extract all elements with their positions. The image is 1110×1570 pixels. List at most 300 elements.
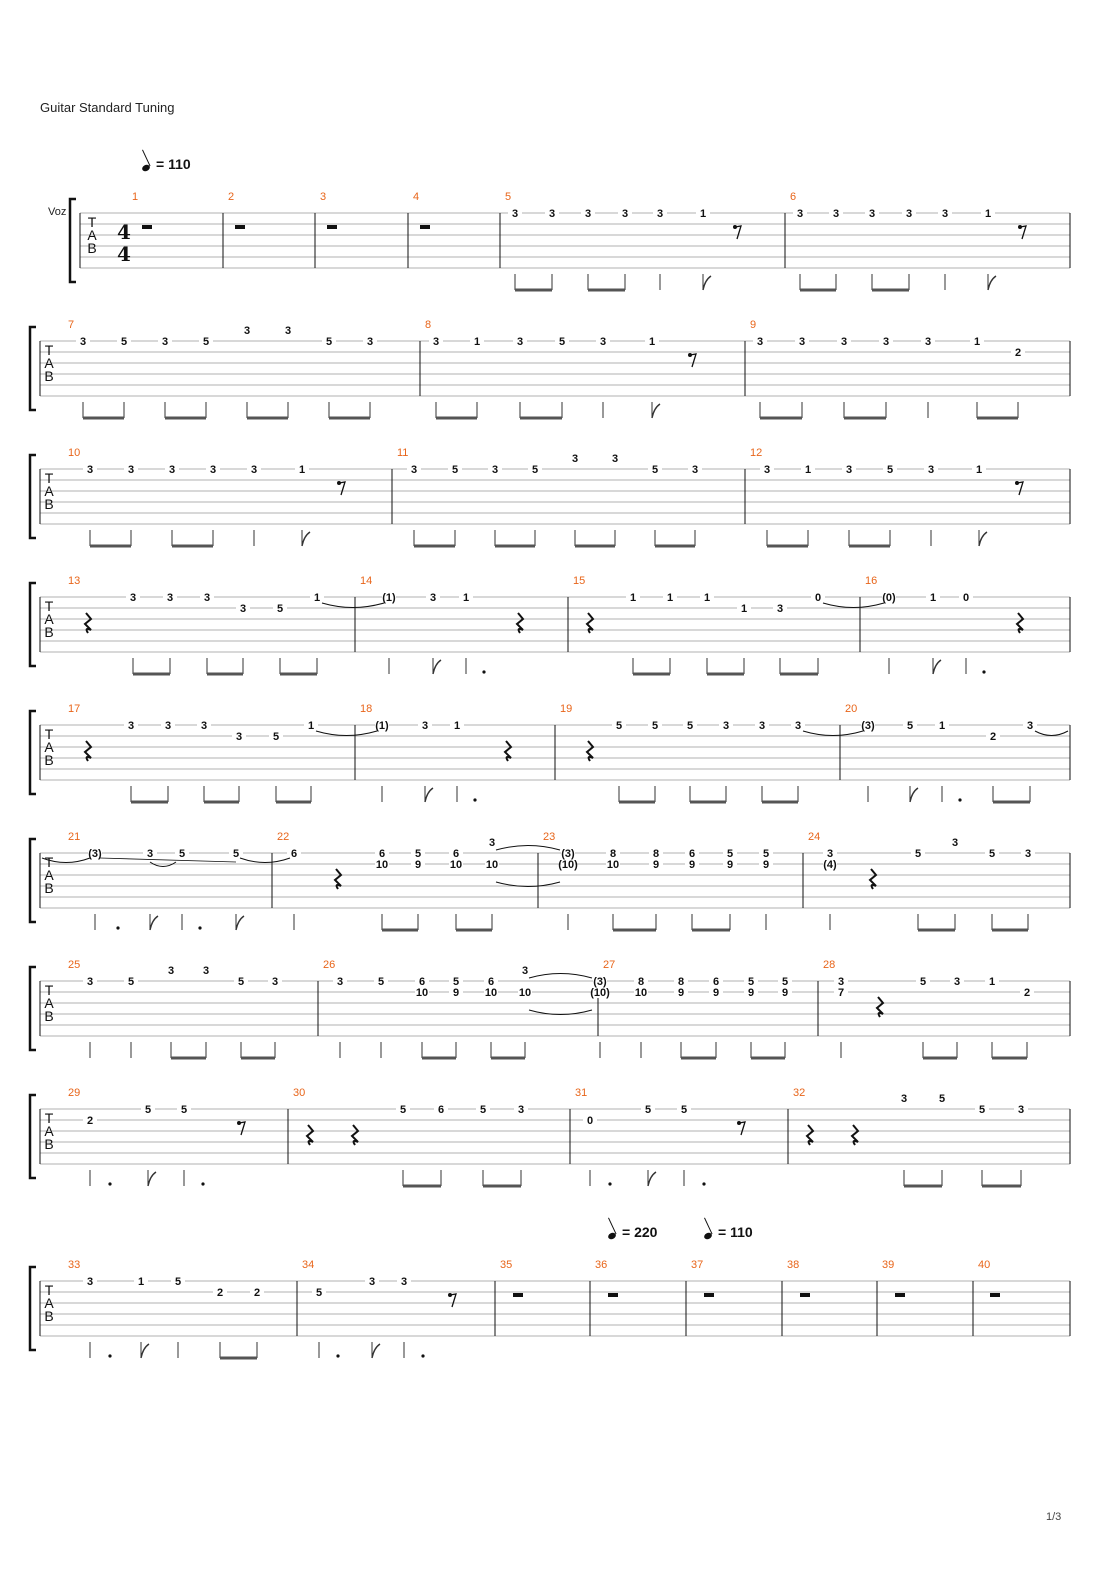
fret-number: 6 (290, 848, 298, 860)
fret-number: 3 (900, 1093, 908, 1105)
fret-number: 3 (271, 976, 279, 988)
measure-number: 3 (320, 191, 327, 203)
fret-number: 1 (666, 592, 674, 604)
fret-number: 9 (652, 859, 660, 871)
tab-letter: T (87, 214, 97, 230)
fret-number: 1 (988, 976, 996, 988)
fret-number: 3 (86, 1276, 94, 1288)
eighth-flag (148, 1172, 156, 1186)
fret-number: (10) (590, 987, 610, 999)
measure-number: 40 (978, 1259, 991, 1271)
fret-number: 3 (491, 464, 499, 476)
fret-number: 3 (756, 336, 764, 348)
tab-letter: A (44, 867, 54, 883)
measure-number: 20 (845, 703, 858, 715)
tab-letter: B (44, 880, 54, 896)
fret-number: 6 (688, 848, 696, 860)
fret-number: 5 (978, 1104, 986, 1116)
measure-number: 23 (543, 831, 556, 843)
system-bracket (30, 327, 36, 410)
tempo-label: = 110 (156, 156, 191, 172)
tie-arc (316, 731, 377, 736)
fret-number: 1 (629, 592, 637, 604)
fret-number: 5 (414, 848, 422, 860)
fret-number: 6 (487, 976, 495, 988)
tuning-label: Guitar Standard Tuning (40, 100, 175, 115)
measure-number: 17 (68, 703, 81, 715)
fret-number: 0 (586, 1115, 594, 1127)
fret-number: 1 (984, 208, 992, 220)
system-bracket (30, 583, 36, 666)
fret-number: 1 (973, 336, 981, 348)
tab-system (30, 965, 1070, 1058)
fret-number: 3 (336, 976, 344, 988)
measure-number: 15 (573, 575, 586, 587)
tab-system (30, 1267, 1070, 1358)
fret-number: 5 (202, 336, 210, 348)
tab-system (30, 325, 1070, 418)
eighth-flag (141, 1344, 149, 1358)
fret-number: 10 (375, 859, 389, 871)
tab-letter: B (87, 240, 97, 256)
fret-number: 5 (531, 464, 539, 476)
whole-rest-icon (420, 225, 430, 229)
measure-number: 21 (68, 831, 81, 843)
system-bracket (70, 199, 76, 282)
whole-rest-icon (235, 225, 245, 229)
fret-number: 9 (747, 987, 755, 999)
fret-number: 3 (488, 837, 496, 849)
fret-number: 9 (452, 987, 460, 999)
fret-number: 5 (178, 848, 186, 860)
measure-number: 38 (787, 1259, 800, 1271)
fret-number: 3 (521, 965, 529, 977)
tab-letter: A (44, 1295, 54, 1311)
fret-number: 5 (558, 336, 566, 348)
tie-arc (322, 603, 384, 608)
slide-line (100, 858, 236, 862)
fret-number: 6 (437, 1104, 445, 1116)
fret-number: 3 (691, 464, 699, 476)
fret-number: (4) (823, 859, 837, 871)
eighth-flag (933, 660, 941, 674)
fret-number: 3 (794, 720, 802, 732)
fret-number: 3 (924, 336, 932, 348)
tie-arc (1035, 731, 1068, 736)
fret-number: 5 (174, 1276, 182, 1288)
fret-number: 5 (399, 1104, 407, 1116)
fret-number: 6 (418, 976, 426, 988)
fret-number: 10 (518, 987, 532, 999)
measure-number: 39 (882, 1259, 895, 1271)
fret-number: 3 (168, 464, 176, 476)
page-number: 1/3 (1046, 1511, 1062, 1523)
dot (108, 1354, 111, 1357)
fret-number: 3 (429, 592, 437, 604)
tab-letter: T (44, 470, 54, 486)
measure-number: 2 (228, 191, 235, 203)
fret-number: 5 (644, 1104, 652, 1116)
eighth-flag (703, 276, 711, 290)
fret-number: 3 (517, 1104, 525, 1116)
fret-number: (10) (558, 859, 578, 871)
fret-number: 5 (479, 1104, 487, 1116)
whole-rest-icon (990, 1293, 1000, 1297)
fret-number: 3 (209, 464, 217, 476)
measure-number: 30 (293, 1087, 306, 1099)
fret-number: 3 (1024, 848, 1032, 860)
fret-number: 6 (378, 848, 386, 860)
fret-number: 3 (951, 837, 959, 849)
whole-rest-icon (513, 1293, 523, 1297)
fret-number: 3 (599, 336, 607, 348)
dot (116, 926, 119, 929)
fret-number: 3 (164, 720, 172, 732)
dot (198, 926, 201, 929)
system-bracket (30, 1267, 36, 1350)
fret-number: 3 (571, 453, 579, 465)
measure-number: 33 (68, 1259, 81, 1271)
measure-number: 16 (865, 575, 878, 587)
measure-number: 35 (500, 1259, 513, 1271)
tab-letter: A (44, 483, 54, 499)
fret-number: 3 (941, 208, 949, 220)
fret-number: 3 (368, 1276, 376, 1288)
fret-number: 3 (621, 208, 629, 220)
measure-number: 24 (808, 831, 821, 843)
measure-number: 8 (425, 319, 432, 331)
fret-number: 5 (726, 848, 734, 860)
fret-number: 3 (127, 464, 135, 476)
fret-number: 9 (762, 859, 770, 871)
fret-number: 5 (762, 848, 770, 860)
fret-number: 5 (651, 464, 659, 476)
fret-number: (1) (375, 720, 389, 732)
fret-number: 5 (651, 720, 659, 732)
fret-number: 3 (656, 208, 664, 220)
whole-rest-icon (608, 1293, 618, 1297)
fret-number: 3 (129, 592, 137, 604)
fret-number: 5 (919, 976, 927, 988)
fret-number: (3) (593, 976, 607, 988)
measure-number: 1 (132, 191, 139, 203)
tab-letter: A (44, 739, 54, 755)
fret-number: 9 (712, 987, 720, 999)
fret-number: 1 (804, 464, 812, 476)
fret-number: 3 (927, 464, 935, 476)
fret-number: 1 (699, 208, 707, 220)
fret-number: 5 (272, 731, 280, 743)
fret-number: 3 (203, 592, 211, 604)
fret-number: (3) (861, 720, 875, 732)
fret-number: 10 (634, 987, 648, 999)
eighth-flag (433, 660, 441, 674)
fret-number: 3 (400, 1276, 408, 1288)
measure-number: 19 (560, 703, 573, 715)
fret-number: 3 (167, 965, 175, 977)
measure-number: 22 (277, 831, 290, 843)
tab-letter: A (44, 995, 54, 1011)
tempo-label: = 110 (718, 1224, 753, 1240)
whole-rest-icon (895, 1293, 905, 1297)
fret-number: 1 (298, 464, 306, 476)
fret-number: 5 (906, 720, 914, 732)
tempo-label: = 220 (622, 1224, 658, 1240)
tie-arc (496, 846, 560, 851)
measure-number: 36 (595, 1259, 608, 1271)
fret-number: (1) (382, 592, 396, 604)
fret-number: 3 (243, 325, 251, 337)
fret-number: 5 (325, 336, 333, 348)
fret-number: 3 (611, 453, 619, 465)
dot (421, 1354, 424, 1357)
tab-letter: A (44, 611, 54, 627)
time-signature-top: 4 (117, 220, 131, 244)
fret-number: 5 (451, 464, 459, 476)
fret-number: 3 (250, 464, 258, 476)
fret-number: 2 (86, 1115, 94, 1127)
fret-number: 3 (882, 336, 890, 348)
measure-number: 29 (68, 1087, 81, 1099)
fret-number: 3 (516, 336, 524, 348)
fret-number: (0) (882, 592, 896, 604)
system-bracket (30, 967, 36, 1050)
fret-number: 3 (722, 720, 730, 732)
measure-number: 9 (750, 319, 757, 331)
fret-number: 5 (232, 848, 240, 860)
eighth-flag (302, 532, 310, 546)
system-bracket (30, 455, 36, 538)
fret-number: 8 (652, 848, 660, 860)
measure-number: 11 (397, 447, 409, 459)
fret-number: 3 (1017, 1104, 1025, 1116)
fret-number: 3 (832, 208, 840, 220)
fret-number: (3) (88, 848, 102, 860)
fret-number: 3 (432, 336, 440, 348)
fret-number: 1 (938, 720, 946, 732)
measure-number: 26 (323, 959, 336, 971)
tie-arc (803, 731, 863, 736)
fret-number: 1 (462, 592, 470, 604)
measure-number: 28 (823, 959, 836, 971)
fret-number: 5 (886, 464, 894, 476)
fret-number: 1 (453, 720, 461, 732)
measure-number: 7 (68, 319, 75, 331)
tab-letter: B (44, 1136, 54, 1152)
fret-number: 5 (747, 976, 755, 988)
measure-number: 31 (575, 1087, 588, 1099)
measure-number: 13 (68, 575, 81, 587)
fret-number: 3 (127, 720, 135, 732)
fret-number: 3 (79, 336, 87, 348)
fret-number: 10 (484, 987, 498, 999)
fret-number: 3 (421, 720, 429, 732)
fret-number: 5 (276, 603, 284, 615)
dot (201, 1182, 204, 1185)
system-bracket (30, 711, 36, 794)
dot (482, 670, 485, 673)
fret-number: 8 (677, 976, 685, 988)
fret-number: 5 (938, 1093, 946, 1105)
eighth-flag (648, 1172, 656, 1186)
dot (958, 798, 961, 801)
fret-number: 1 (648, 336, 656, 348)
fret-number: 9 (726, 859, 734, 871)
dot (608, 1182, 611, 1185)
tab-letter: T (44, 1110, 54, 1126)
tab-letter: B (44, 624, 54, 640)
system-bracket (30, 1095, 36, 1178)
fret-number: 3 (511, 208, 519, 220)
fret-number: 1 (473, 336, 481, 348)
fret-number: 5 (237, 976, 245, 988)
fret-number: 5 (127, 976, 135, 988)
dot (702, 1182, 705, 1185)
tab-system (30, 711, 1070, 802)
fret-number: 8 (609, 848, 617, 860)
fret-number: 0 (962, 592, 970, 604)
measure-number: 18 (360, 703, 373, 715)
fret-number: 5 (180, 1104, 188, 1116)
fret-number: 3 (239, 603, 247, 615)
fret-number: 5 (144, 1104, 152, 1116)
tab-system (30, 453, 1070, 546)
fret-number: 1 (137, 1276, 145, 1288)
fret-number: 3 (235, 731, 243, 743)
time-signature-bottom: 4 (117, 242, 131, 266)
fret-number: 3 (548, 208, 556, 220)
fret-number: 3 (837, 976, 845, 988)
tab-letter: A (87, 227, 97, 243)
tab-letter: T (44, 854, 54, 870)
fret-number: 3 (410, 464, 418, 476)
tab-letter: A (44, 1123, 54, 1139)
fret-number: 2 (989, 731, 997, 743)
fret-number: 3 (86, 976, 94, 988)
fret-number: 3 (366, 336, 374, 348)
fret-number: 5 (914, 848, 922, 860)
tab-letter: T (44, 342, 54, 358)
fret-number: 5 (781, 976, 789, 988)
eighth-flag (425, 788, 433, 802)
eighth-flag (150, 916, 158, 930)
eighth-flag (988, 276, 996, 290)
fret-number: 10 (485, 859, 499, 871)
tab-letter: B (44, 1008, 54, 1024)
fret-number: 2 (1023, 987, 1031, 999)
measure-number: 34 (302, 1259, 315, 1271)
dot (473, 798, 476, 801)
fret-number: 5 (988, 848, 996, 860)
tab-letter: T (44, 982, 54, 998)
eighth-flag (652, 404, 660, 418)
fret-number: 3 (905, 208, 913, 220)
fret-number: 3 (86, 464, 94, 476)
dot (336, 1354, 339, 1357)
dot (108, 1182, 111, 1185)
fret-number: 1 (929, 592, 937, 604)
measure-number: 12 (750, 447, 763, 459)
measure-number: 6 (790, 191, 797, 203)
fret-number: 5 (615, 720, 623, 732)
eighth-flag (372, 1344, 380, 1358)
measure-number: 37 (691, 1259, 704, 1271)
measure-number: 5 (505, 191, 512, 203)
tab-letter: B (44, 752, 54, 768)
fret-number: 3 (146, 848, 154, 860)
fret-number: 1 (307, 720, 315, 732)
fret-number: 10 (449, 859, 463, 871)
fret-number: 3 (763, 464, 771, 476)
measure-number: 14 (360, 575, 373, 587)
fret-number: 2 (1014, 347, 1022, 359)
fret-number: 5 (686, 720, 694, 732)
fret-number: 3 (284, 325, 292, 337)
fret-number: 3 (1026, 720, 1034, 732)
fret-number: 9 (781, 987, 789, 999)
fret-number: 3 (845, 464, 853, 476)
fret-number: 5 (377, 976, 385, 988)
measure-number: 10 (68, 447, 81, 459)
fret-number: 5 (120, 336, 128, 348)
fret-number: 3 (200, 720, 208, 732)
fret-number: 3 (826, 848, 834, 860)
tab-letter: T (44, 726, 54, 742)
tie-arc (529, 974, 592, 979)
eighth-flag (910, 788, 918, 802)
fret-number: 3 (584, 208, 592, 220)
tab-letter: T (44, 1282, 54, 1298)
fret-number: 3 (868, 208, 876, 220)
fret-number: 9 (677, 987, 685, 999)
fret-number: 0 (814, 592, 822, 604)
fret-number: 3 (953, 976, 961, 988)
tab-letter: B (44, 496, 54, 512)
fret-number: 3 (798, 336, 806, 348)
tab-letter: B (44, 1308, 54, 1324)
measure-number: 32 (793, 1087, 806, 1099)
fret-number: 3 (166, 592, 174, 604)
fret-number: 3 (840, 336, 848, 348)
fret-number: 1 (740, 603, 748, 615)
fret-number: 7 (837, 987, 845, 999)
fret-number: 10 (606, 859, 620, 871)
fret-number: 9 (414, 859, 422, 871)
tab-letter: A (44, 355, 54, 371)
fret-number: 3 (776, 603, 784, 615)
fret-number: 5 (680, 1104, 688, 1116)
eighth-flag (979, 532, 987, 546)
fret-number: 3 (758, 720, 766, 732)
measure-number: 27 (603, 959, 616, 971)
fret-number: 5 (315, 1287, 323, 1299)
tab-system (70, 199, 1070, 290)
dot (982, 670, 985, 673)
whole-rest-icon (704, 1293, 714, 1297)
measure-number: 25 (68, 959, 81, 971)
tab-letter: B (44, 368, 54, 384)
track-name: Voz (48, 206, 67, 218)
fret-number: 1 (975, 464, 983, 476)
tie-arc (240, 858, 290, 863)
whole-rest-icon (800, 1293, 810, 1297)
fret-number: 6 (452, 848, 460, 860)
fret-number: 3 (202, 965, 210, 977)
fret-number: 2 (216, 1287, 224, 1299)
fret-number: 3 (161, 336, 169, 348)
eighth-flag (236, 916, 244, 930)
whole-rest-icon (327, 225, 337, 229)
